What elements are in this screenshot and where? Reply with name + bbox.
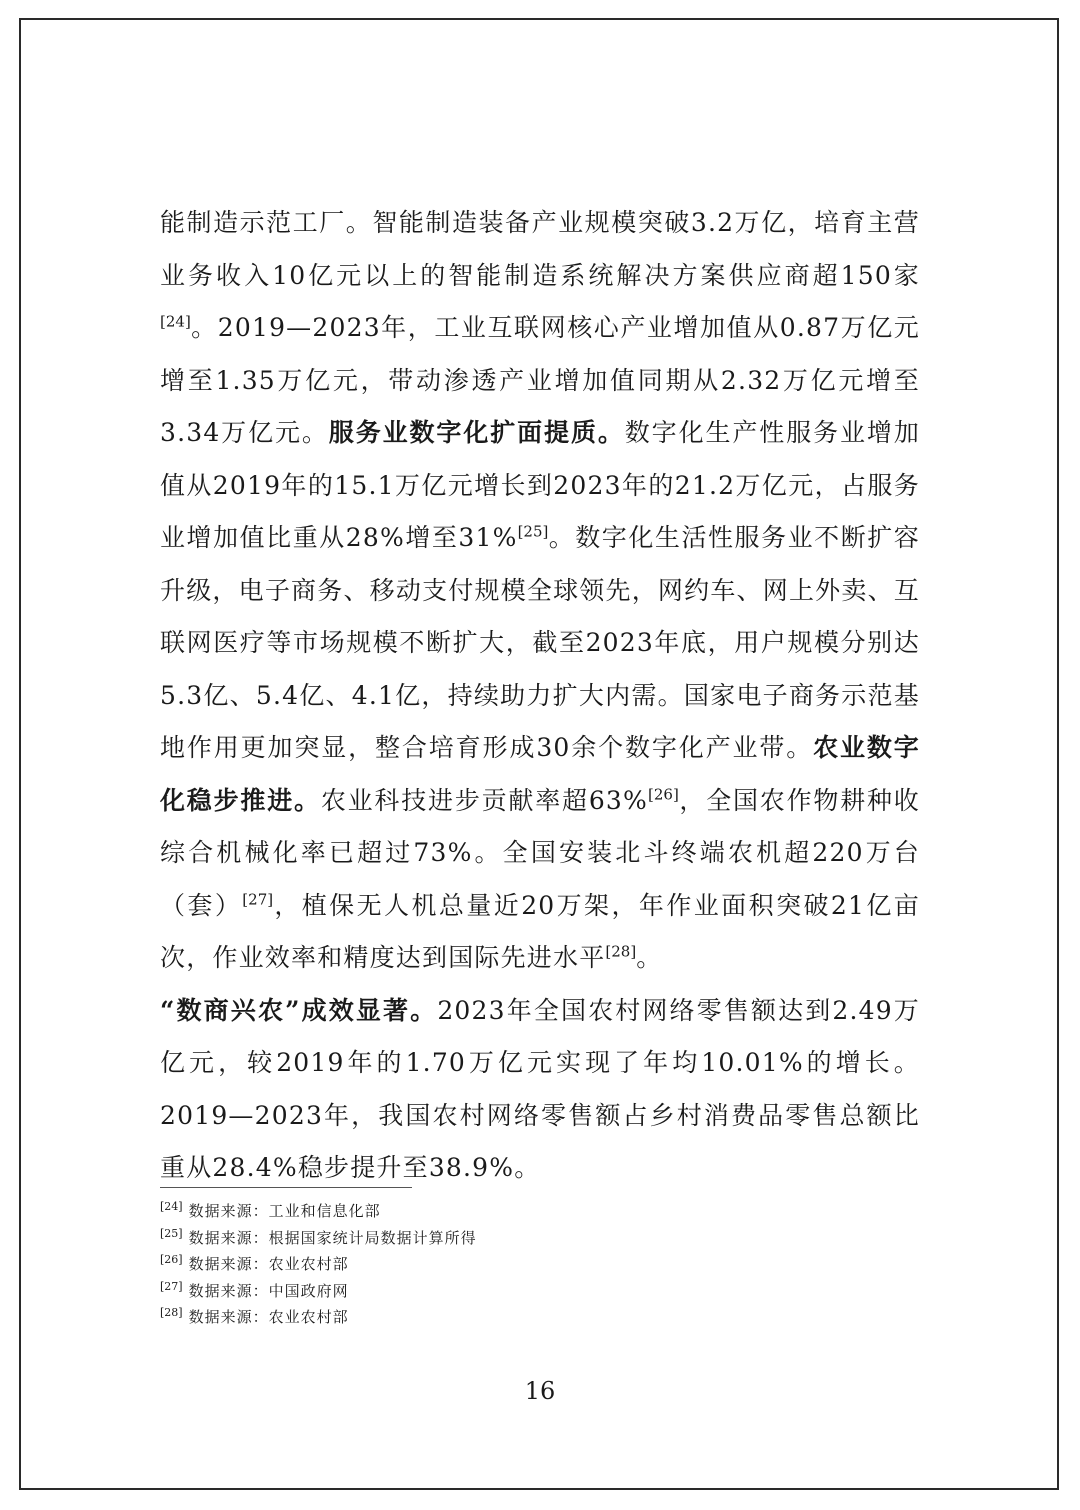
footnote-ref-28: [28] <box>605 942 637 961</box>
section-lead-services: 服务业数字化扩面提质。 <box>328 418 625 447</box>
footnote-ref-25: [25] <box>517 522 549 541</box>
section-lead-rural-ecommerce: “数商兴农”成效显著。 <box>160 995 438 1025</box>
footnote-number: [24] <box>160 1200 183 1213</box>
text-run: 。2019—2023年，工业互联网核心产业增加值从0.87万亿元增至1.35万亿元，带动渗透产业增加值同期从2.32万亿元增至3.34万亿元。 <box>160 313 920 447</box>
footnote-number: [25] <box>160 1226 183 1240</box>
text-run: 能制造示范工厂。智能制造装备产业规模突破3.2万亿，培育主营业务收入10亿元以上的智能制造系统解决方案供应商超150家 <box>160 208 920 290</box>
footnote-text: 数据来源：根据国家统计局数据计算所得 <box>188 1228 477 1247</box>
footnote-text: 数据来源：农业农村部 <box>188 1308 349 1326</box>
page-number: 16 <box>524 1377 556 1405</box>
section-lead-agriculture: 农业数字化稳步推进。 <box>160 733 920 815</box>
text-run: 农业科技进步贡献率超63% <box>320 785 648 815</box>
footnote-27 <box>160 1278 920 1305</box>
footnote-ref-26: [26] <box>648 785 679 804</box>
footnote-24 <box>160 1198 920 1225</box>
footnote-26 <box>160 1251 920 1278</box>
text-run: ，全国农作物耕种收综合机械化率已超过73%。全国安装北斗终端农机超220万台（套） <box>160 785 921 920</box>
footnote-text: 数据来源：工业和信息化部 <box>188 1202 381 1220</box>
text-run: 。数字化生活性服务业不断扩容升级，电子商务、移动支付规模全球领先，网约车、网上外卖、互联网医疗等市场规模不断扩大，截至2023年底，用户规模分别达5.3亿、5.4亿、4.1亿，持续助力扩大内需。国家电子商务示范基地作用更加突显，整合培育形成30余个数字化产业带。 <box>160 523 920 762</box>
paragraph-2 <box>160 985 920 1195</box>
text-run: 2023年全国农村网络零售额达到2.49万亿元，较2019年的1.70万亿元实现了年均10.01%的增长。2019—2023年，我国农村网络零售额占乡村消费品零售总额比重从28.4%稳步提升至38.9%。 <box>160 995 920 1182</box>
footnote-number: [27] <box>160 1279 183 1293</box>
body-text <box>160 197 920 1195</box>
paragraph-1 <box>160 197 920 985</box>
footnote-text: 数据来源：农业农村部 <box>188 1255 349 1273</box>
footnote-28 <box>160 1304 920 1331</box>
text-run: 数字化生产性服务业增加值从2019年的15.1万亿元增长到2023年的21.2万亿元，占服务业增加值比重从28%增至31% <box>160 418 921 552</box>
footnote-ref-24: [24] <box>160 312 191 331</box>
footnote-list <box>160 1198 920 1331</box>
footnote-divider <box>160 1187 412 1188</box>
footnote-ref-27: [27] <box>242 890 274 909</box>
footnote-number: [28] <box>160 1306 183 1319</box>
text-run: ，植保无人机总量近20万架，年作业面积突破21亿亩次，作业效率和精度达到国际先进水平 <box>160 890 920 972</box>
footnote-number: [26] <box>160 1253 183 1266</box>
footnote-text: 数据来源：中国政府网 <box>188 1281 349 1300</box>
footnote-25 <box>160 1225 920 1252</box>
text-run: 。 <box>636 943 663 972</box>
